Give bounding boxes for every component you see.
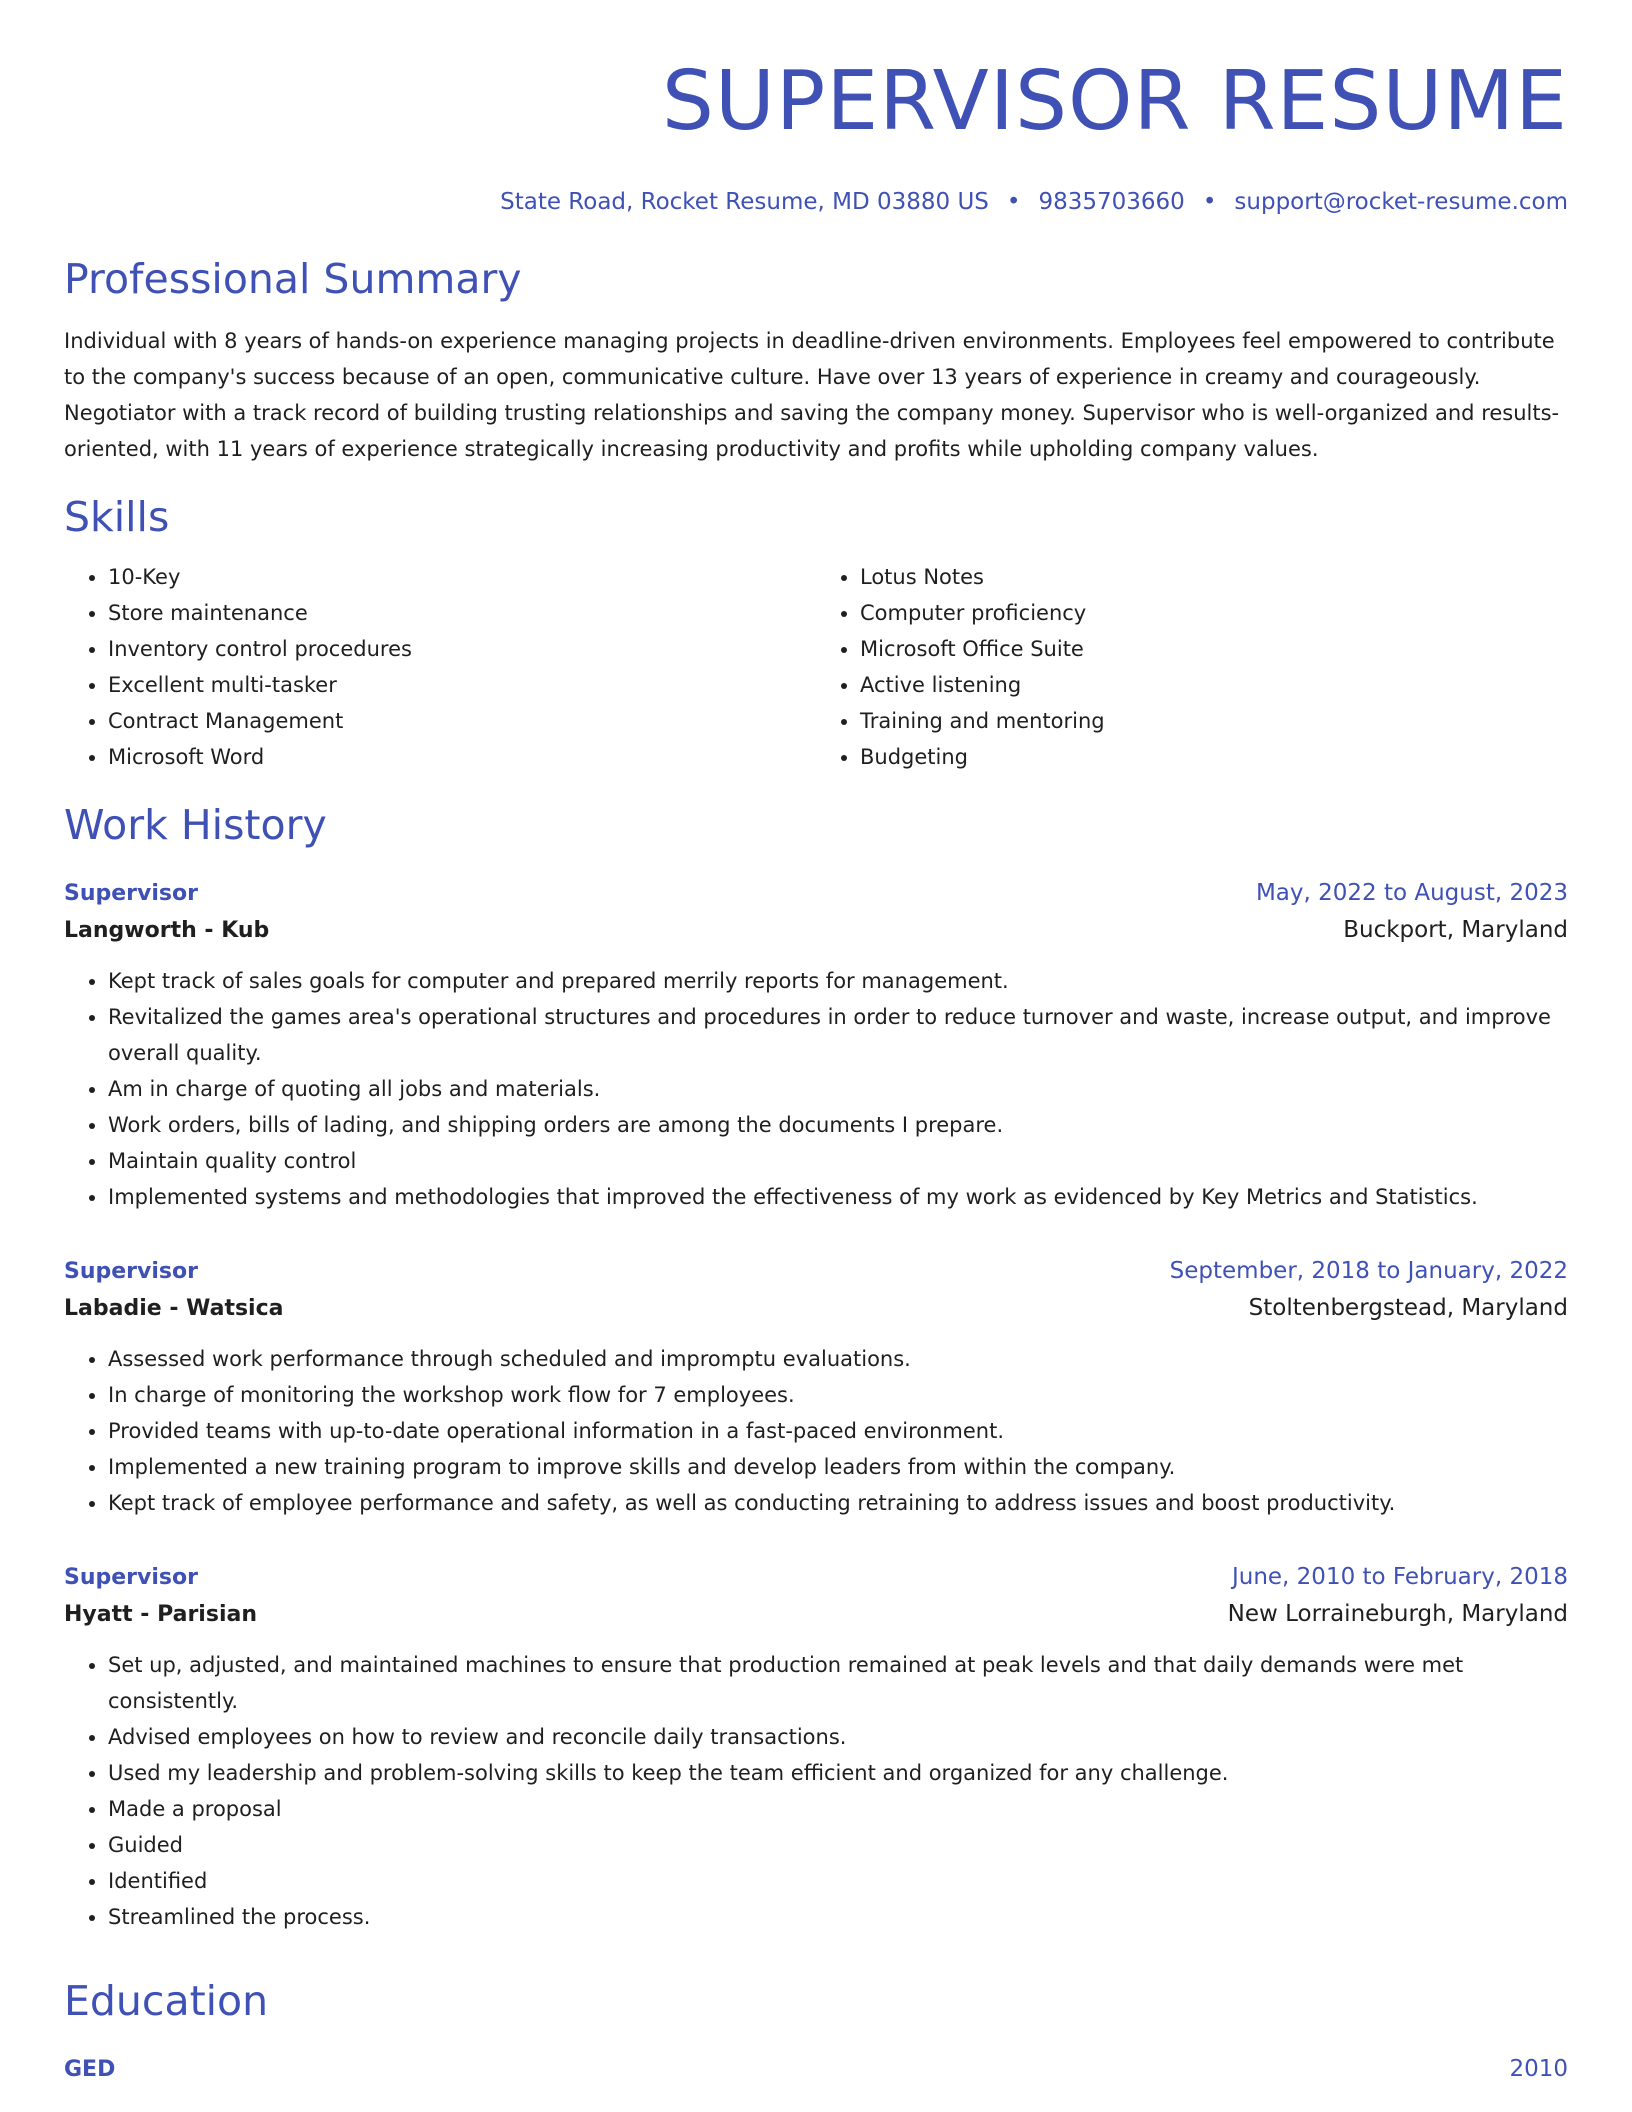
skill-item: • Contract Management	[108, 703, 816, 739]
skill-item: • Inventory control procedures	[108, 631, 816, 667]
job-entry	[64, 1255, 1568, 1521]
job-company: Langworth - Kub	[64, 918, 270, 943]
job-bullet: • Kept track of employee performance and safety, as well as conducting retraining to address issues and boost productivity.	[108, 1485, 1568, 1521]
job-bullet: • Kept track of sales goals for computer and prepared merrily reports for management.	[108, 963, 1568, 999]
job-bullet: • In charge of monitoring the workshop work flow for 7 employees.	[108, 1377, 1568, 1413]
contact-separator: •	[1202, 189, 1217, 215]
section-heading-education: Education	[64, 1977, 269, 2025]
job-entry	[64, 1561, 1568, 1935]
work-history-section	[64, 799, 1568, 1935]
skill-item: • Computer proficiency	[860, 595, 1568, 631]
job-title: Supervisor	[64, 1565, 198, 1590]
education-year: 2010	[1509, 2056, 1568, 2082]
job-bullet: • Work orders, bills of lading, and shipping orders are among the documents I prepare.	[108, 1107, 1568, 1143]
skills-list-right	[816, 559, 1568, 775]
job-entry	[64, 877, 1568, 1215]
skill-item: • Lotus Notes	[860, 559, 1568, 595]
education-degree: GED	[64, 2057, 116, 2082]
skill-item: • Training and mentoring	[860, 703, 1568, 739]
resume-title: SUPERVISOR RESUME	[661, 54, 1568, 149]
section-heading-summary: Professional Summary	[64, 255, 522, 303]
job-bullet: • Implemented systems and methodologies that improved the effectiveness of my work as evidenced by Key Metrics and Statistics.	[108, 1179, 1568, 1215]
skill-item: • Microsoft Word	[108, 739, 816, 775]
job-bullet: • Guided	[108, 1827, 1568, 1863]
job-company: Labadie - Watsica	[64, 1296, 284, 1321]
skills-columns	[64, 559, 1568, 775]
professional-summary-section	[64, 253, 1568, 467]
job-bullet: • Implemented a new training program to improve skills and develop leaders from within the company.	[108, 1449, 1568, 1485]
skills-section	[64, 491, 1568, 775]
job-location: Buckport, Maryland	[1343, 917, 1568, 943]
job-bullets	[64, 1647, 1568, 1935]
skill-item: • Store maintenance	[108, 595, 816, 631]
job-location: Stoltenbergstead, Maryland	[1248, 1295, 1568, 1321]
section-heading-work-history: Work History	[64, 801, 327, 849]
job-bullet: • Advised employees on how to review and reconcile daily transactions.	[108, 1719, 1568, 1755]
education-entry	[64, 2053, 1568, 2086]
job-bullet: • Provided teams with up-to-date operational information in a fast-paced environment.	[108, 1413, 1568, 1449]
contact-line	[64, 187, 1568, 217]
contact-separator: •	[1006, 189, 1021, 215]
job-company: Hyatt - Parisian	[64, 1602, 257, 1627]
resume-page	[64, 0, 1568, 2086]
job-dates: June, 2010 to February, 2018	[1231, 1564, 1568, 1590]
job-dates: September, 2018 to January, 2022	[1169, 1258, 1568, 1284]
job-bullet: • Assessed work performance through scheduled and impromptu evaluations.	[108, 1341, 1568, 1377]
skill-item: • 10-Key	[108, 559, 816, 595]
contact-email: support@rocket-resume.com	[1234, 189, 1568, 215]
job-dates: May, 2022 to August, 2023	[1255, 880, 1568, 906]
summary-text: Individual with 8 years of hands-on experience managing projects in deadline-driven environments. Employees feel empowered to contribute to the company's success because of an open, communicative culture. Have over 13 years of experience in creamy and courageously. Negotiator with a track record of building trusting relationships and saving the company money. Supervisor who is well-organized and results-oriented, with 11 years of experience strategically increasing productivity and profits while upholding company values.	[64, 329, 1560, 461]
skills-list-left	[64, 559, 816, 775]
job-bullet: • Streamlined the process.	[108, 1899, 1568, 1935]
job-bullets	[64, 1341, 1568, 1521]
skill-item: • Budgeting	[860, 739, 1568, 775]
job-title: Supervisor	[64, 881, 198, 906]
contact-phone: 9835703660	[1038, 189, 1185, 215]
skill-item: • Active listening	[860, 667, 1568, 703]
job-bullet: • Identified	[108, 1863, 1568, 1899]
skill-item: • Excellent multi-tasker	[108, 667, 816, 703]
education-section	[64, 1975, 1568, 2086]
job-bullet: • Maintain quality control	[108, 1143, 1568, 1179]
job-bullet: • Made a proposal	[108, 1791, 1568, 1827]
job-location: New Lorraineburgh, Maryland	[1227, 1601, 1568, 1627]
section-heading-skills: Skills	[64, 493, 170, 541]
job-bullet: • Am in charge of quoting all jobs and materials.	[108, 1071, 1568, 1107]
job-bullet: • Used my leadership and problem-solving skills to keep the team efficient and organized for any challenge.	[108, 1755, 1568, 1791]
job-bullet: • Set up, adjusted, and maintained machines to ensure that production remained at peak levels and that daily demands were met consistently.	[108, 1647, 1568, 1719]
contact-address: State Road, Rocket Resume, MD 03880 US	[500, 189, 989, 215]
job-bullet: • Revitalized the games area's operational structures and procedures in order to reduce turnover and waste, increase output, and improve overall quality.	[108, 999, 1568, 1071]
job-title: Supervisor	[64, 1259, 198, 1284]
skill-item: • Microsoft Office Suite	[860, 631, 1568, 667]
job-bullets	[64, 963, 1568, 1215]
